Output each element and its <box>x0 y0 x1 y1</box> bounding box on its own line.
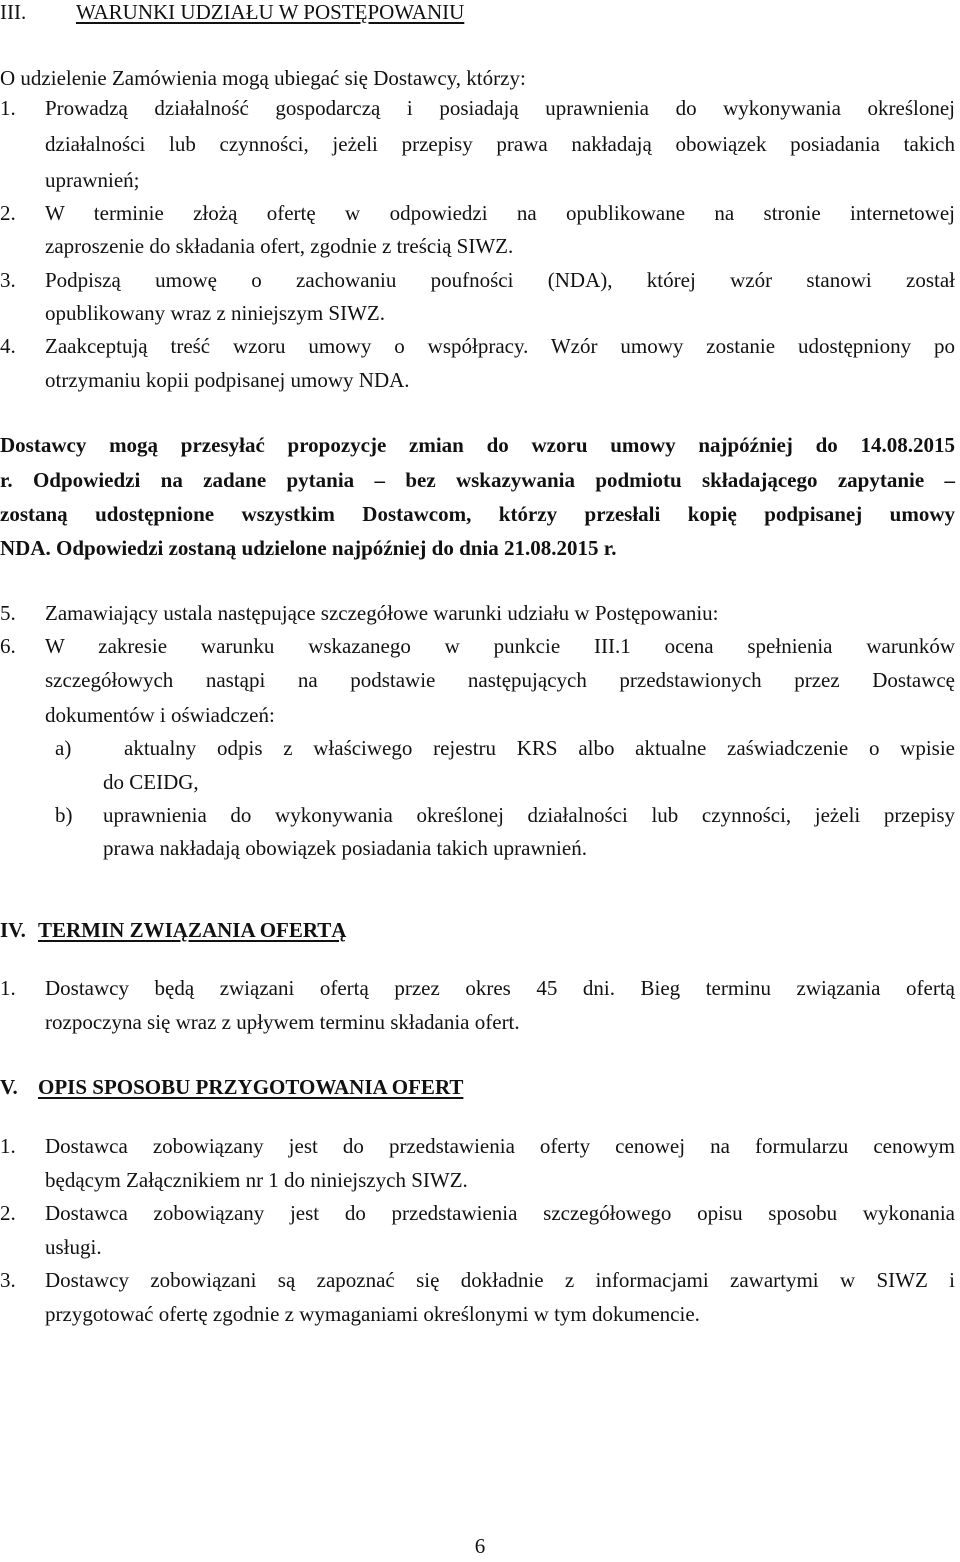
bold-paragraph-line: NDA. Odpowiedzi zostaną udzielone najpóźniej do dnia 21.08.2015 r. <box>0 536 617 560</box>
sublist-item-line: do CEIDG, <box>103 770 199 794</box>
list-item-line: rozpoczyna się wraz z upływem terminu składania ofert. <box>45 1010 520 1034</box>
list-number: 2. <box>0 201 16 225</box>
list-item-line: opublikowany wraz z niniejszym SIWZ. <box>45 301 385 325</box>
bold-paragraph-line: Dostawcy mogą przesyłać propozycje zmian do wzoru umowy najpóźniej do 14.08.2015 <box>0 433 955 457</box>
sublist-letter: a) <box>55 736 72 760</box>
list-item-line: szczegółowych nastąpi na podstawie następujących przedstawionych przez Dostawcę <box>45 668 955 692</box>
list-number: 6. <box>0 634 16 658</box>
bold-paragraph-line: r. Odpowiedzi na zadane pytania – bez wskazywania podmiotu składającego zapytanie – <box>0 468 955 492</box>
list-number: 5. <box>0 601 16 625</box>
section-title: TERMIN ZWIĄZANIA OFERTĄ <box>38 918 347 942</box>
sublist-item-line: aktualny odpis z właściwego rejestru KRS albo aktualne zaświadczenie o wpisie <box>124 736 955 760</box>
sublist-item-line: uprawnienia do wykonywania określonej działalności lub czynności, jeżeli przepisy <box>103 803 955 827</box>
list-item-line: działalności lub czynności, jeżeli przepisy prawa nakładają obowiązek posiadania takich <box>45 132 955 156</box>
list-item-line: usługi. <box>45 1235 102 1259</box>
list-item-line: Prowadzą działalność gospodarczą i posiadają uprawnienia do wykonywania określonej <box>45 96 955 120</box>
list-number: 1. <box>0 1134 16 1158</box>
list-number: 1. <box>0 976 16 1000</box>
section-title: WARUNKI UDZIAŁU W POSTĘPOWANIU <box>76 0 465 24</box>
list-item-line: W terminie złożą ofertę w odpowiedzi na opublikowane na stronie internetowej <box>45 201 955 225</box>
list-item-line: Zaakceptują treść wzoru umowy o współpracy. Wzór umowy zostanie udostępniony po <box>45 334 955 358</box>
list-number: 4. <box>0 334 16 358</box>
list-number: 2. <box>0 1201 16 1225</box>
list-item-line: uprawnień; <box>45 168 140 192</box>
section-title: OPIS SPOSOBU PRZYGOTOWANIA OFERT <box>38 1075 464 1099</box>
list-item-line: Zamawiający ustala następujące szczegółowe warunki udziału w Postępowaniu: <box>45 601 719 625</box>
list-item-line: Podpiszą umowę o zachowaniu poufności (NDA), której wzór stanowi został <box>45 268 955 292</box>
list-item-line: Dostawca zobowiązany jest do przedstawienia oferty cenowej na formularzu cenowym <box>45 1134 955 1158</box>
page-number: 6 <box>474 1534 486 1558</box>
list-item-line: dokumentów i oświadczeń: <box>45 703 275 727</box>
list-item-line: Dostawca zobowiązany jest do przedstawienia szczegółowego opisu sposobu wykonania <box>45 1201 955 1225</box>
list-number: 3. <box>0 268 16 292</box>
bold-paragraph-line: zostaną udostępnione wszystkim Dostawcom, którzy przesłali kopię podpisanej umowy <box>0 502 955 526</box>
list-item-line: Dostawcy zobowiązani są zapoznać się dokładnie z informacjami zawartymi w SIWZ i <box>45 1268 955 1292</box>
section-number: IV. <box>0 918 26 942</box>
list-item-line: zaproszenie do składania ofert, zgodnie z treścią SIWZ. <box>45 234 514 258</box>
sublist-letter: b) <box>55 803 73 827</box>
list-number: 3. <box>0 1268 16 1292</box>
list-item-line: W zakresie warunku wskazanego w punkcie III.1 ocena spełnienia warunków <box>45 634 955 658</box>
section-number: III. <box>0 0 27 24</box>
list-item-line: Dostawcy będą związani ofertą przez okres 45 dni. Bieg terminu związania ofertą <box>45 976 955 1000</box>
list-item-line: przygotować ofertę zgodnie z wymaganiami określonymi w tym dokumencie. <box>45 1302 700 1326</box>
list-number: 1. <box>0 96 16 120</box>
section-number: V. <box>0 1075 18 1099</box>
list-item-line: otrzymaniu kopii podpisanej umowy NDA. <box>45 368 410 392</box>
section-intro: O udzielenie Zamówienia mogą ubiegać się Dostawcy, którzy: <box>0 66 526 90</box>
sublist-item-line: prawa nakładają obowiązek posiadania takich uprawnień. <box>103 836 587 860</box>
list-item-line: będącym Załącznikiem nr 1 do niniejszych SIWZ. <box>45 1168 468 1192</box>
